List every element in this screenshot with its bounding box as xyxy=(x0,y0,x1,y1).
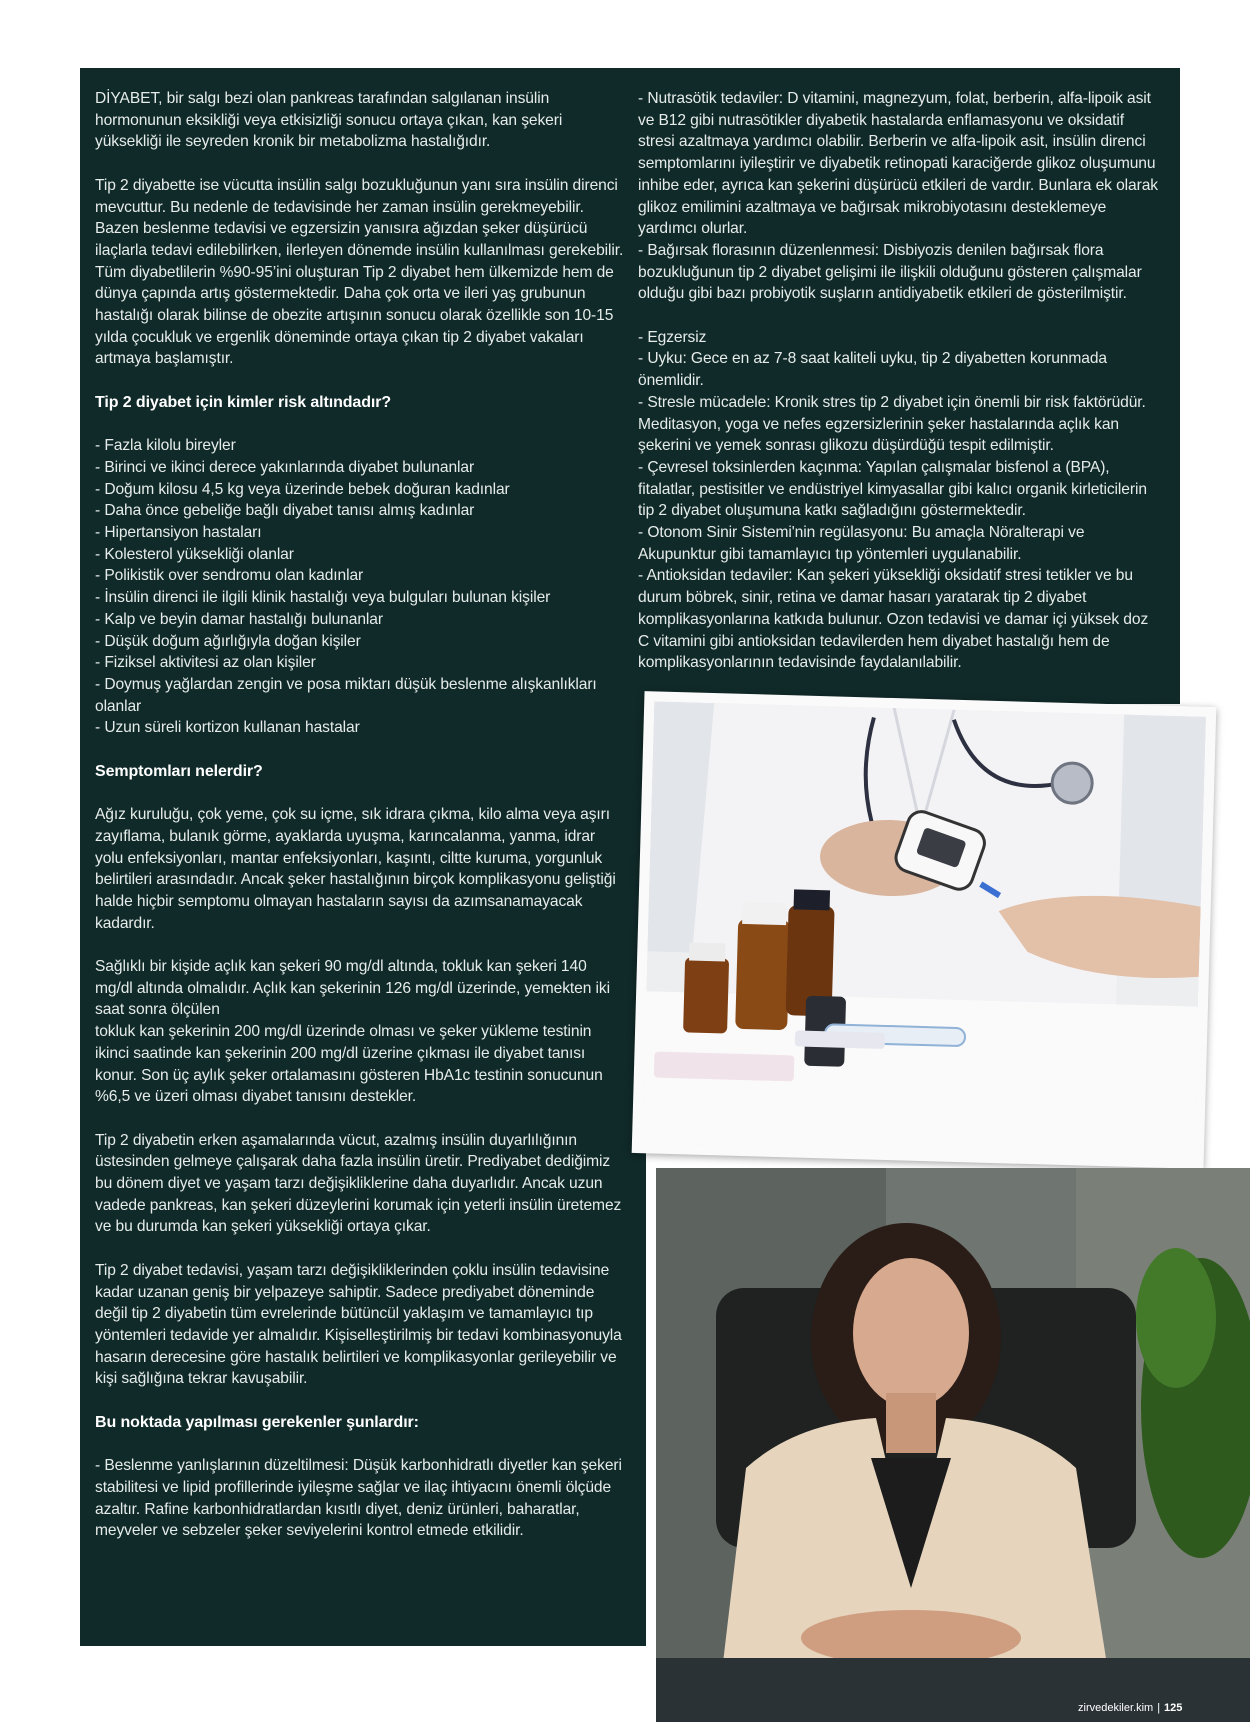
antioxidant-item: - Antioksidan tedaviler: Kan şekeri yüksekliği oksidatif stresi tetikler ve bu durum böbrek, sinir, retina ve damar hasarı yaratarak tip 2 diyabet komplikasyonlarına katkıda bulunur. Ozon tedavisi ve damar içi yüksek doz C vitamini gibi antioksidan tedavilerden hem diyabet hastalığı hem de komplikasyonlarının tedavisinde faydalanılabilir. xyxy=(638,567,1149,672)
list-item: - Kalp ve beyin damar hastalığı bulunanlar xyxy=(95,610,383,628)
right-column xyxy=(638,88,1162,674)
stress-item: - Stresle mücadele: Kronik stres tip 2 diyabet için önemli bir risk faktörüdür. Meditasyon, yoga ve nefes egzersizlerinin şeker hastalarında açlık kan şekerini ve yemek sonrası glikozu düşürdüğü tespit edilmiştir. xyxy=(638,393,1146,455)
list-item: - Kolesterol yüksekliği olanlar xyxy=(95,545,294,563)
flora-paragraph: - Bağırsak florasının düzenlenmesi: Disbiyozis denilen bağırsak flora bozukluğunun tip 2 diyabet gelişimi ile ilişkili olduğunu gösteren çalışmalar olduğu gibi bazı probiyotik suşların antidiyabetik etkileri de gösterilmiştir. xyxy=(638,241,1142,303)
footer-separator: | xyxy=(1157,1702,1161,1714)
exercise-item: - Egzersiz xyxy=(638,328,707,346)
left-column xyxy=(95,88,625,1542)
symptoms-paragraph: Ağız kuruluğu, çok yeme, çok su içme, sık idrara çıkma, kilo alma veya aşırı zayıflama, bulanık görme, ayaklarda uyuşma, karıncalanma, yanma, idrar yolu enfeksiyonları, mantar enfeksiyonları, kaşıntı, ciltte kuruma, yorgunluk belirtileri arasındadır. Ancak şeker hastalığının birçok komplikasyonu geliştiği halde hiçbir semptomu olmayan hastaların sayısı da azımsanamayacak kadardır. xyxy=(95,806,616,932)
type2-paragraph: Tip 2 diyabette ise vücutta insülin salgı bozukluğunun yanı sıra insülin direnci mevcuttur. Bu nedenle de tedavisinde her zaman insülin gerekmeyebilir. Bazen beslenme tedavisi ve egzersizin yanısıra ağızdan şeker düşürücü ilaçlarla tedavi edilebilirken, ilerleyen dönemde insülin kullanılması gerekebilir. Tüm diyabetlilerin %90-95’ini oluşturan Tip 2 diyabet hem ülkemizde hem de dünya çapında artış göstermektedir. Daha çok orta ve ileri yaş grubunun hastalığı olarak bilinse de obezite artışının sonucu olarak özellikle son 10-15 yılda çocukluk ve ergenlik döneminde ortaya çıkan tip 2 diyabet vakaları artmaya başlamıştır. xyxy=(95,176,624,368)
treatment-paragraph: Tip 2 diyabet tedavisi, yaşam tarzı değişikliklerinden çoklu insülin tedavisine kadar uzanan geniş bir yelpazeye sahiptir. Sadece prediyabet döneminde değil tip 2 diyabetin tüm evrelerinde bütüncül yaklaşım ve tamamlayıcı tıp yöntemleri tedavide yer almalıdır. Kişiselleştirilmiş bir tedavi kombinasyonuyla hasarın derecesine göre hastalık belirtileri ve komplikasyonlar gerileyebilir ve kişi sağlığına tekrar kavuşabilir. xyxy=(95,1261,622,1388)
intro-paragraph: DİYABET, bir salgı bezi olan pankreas tarafından salgılanan insülin hormonunun eksikliği veya etkisizliği sonucu ortaya çıkan, kan şekeri yüksekliği ile seyreden kronik bir metabolizma hastalığıdır. xyxy=(95,90,563,151)
doctor-portrait-illustration xyxy=(656,1168,1250,1722)
portrait-photo xyxy=(656,1168,1250,1722)
list-item: - Fazla kilolu bireyler xyxy=(95,437,236,455)
list-item: - İnsülin direnci ile ilgili klinik hastalığı veya bulguları bulunan kişiler xyxy=(95,589,551,607)
site-name: zirvedekiler.kim xyxy=(1078,1702,1154,1714)
list-item: - Düşük doğum ağırlığıyla doğan kişiler xyxy=(95,632,361,650)
sleep-item: - Uyku: Gece en az 7-8 saat kaliteli uyku, tip 2 diyabetten korunmada önemlidir. xyxy=(638,350,1107,390)
list-item: - Uzun süreli kortizon kullanan hastalar xyxy=(95,719,360,737)
glucose-paragraph: Sağlıklı bir kişide açlık kan şekeri 90 mg/dl altında, tokluk kan şekeri 140 mg/dl altında olmalıdır. Açlık kan şekerinin 126 mg/dl üzerinde, yemekten iki saat sonra ölçülen tokluk kan şekerinin 200 mg/dl üzerinde olması ve şeker yükleme testinin ikinci saatinde kan şekerinin 200 mg/dl üzerine çıkması ile diyabet tanısı konur. Son üç aylık şeker ortalamasını gösteren HbA1c testinin sonucunun %6,5 ve üzeri olması diyabet tanısını destekler. xyxy=(95,958,610,1106)
list-item: - Fiziksel aktivitesi az olan kişiler xyxy=(95,654,316,672)
list-item: - Hipertansiyon hastaları xyxy=(95,524,262,542)
symptoms-heading: Semptomları nelerdir? xyxy=(95,762,263,780)
nutraceutical-paragraph: - Nutrasötik tedaviler: D vitamini, magnezyum, folat, berberin, alfa-lipoik asit ve B12 gibi nutrasötikler diyabetik hastalarda enflamasyonu ve oksidatif stresi azaltmaya yardımcı olabilir. Berberin ve alfa-lipoik asit, insülin direnci semptomlarını iyileştirir ve diyabetik retinopati karaciğerde glikoz oluşumunu inhibe eder, ayrıca kan şekerini düşürücü etkileri de vardır. Bunlara ek olarak glikoz emilimini azaltmaya ve bağırsak mikrobiyotasını desteklemeye yardımcı olurlar. xyxy=(638,90,1158,238)
early-stage-paragraph: Tip 2 diyabetin erken aşamalarında vücut, azalmış insülin duyarlılığının üstesinden gelmeye çalışarak daha fazla insülin üretir. Prediyabet dediğimiz bu dönem diyet ve yaşam tarzı değişikliklerine daha duyarlıdır. Ancak uzun vadede pankreas, kan şekeri düzeylerini korumak için yeterli insülin üretemez ve bu durumda kan şekeri yüksekliği ortaya çıkar. xyxy=(95,1131,622,1236)
risk-heading: Tip 2 diyabet için kimler risk altındadır? xyxy=(95,393,392,411)
list-item: - Doğum kilosu 4,5 kg veya üzerinde bebek doğuran kadınlar xyxy=(95,480,510,498)
list-item: - Daha önce gebeliğe bağlı diyabet tanısı almış kadınlar xyxy=(95,502,475,520)
page-number: 125 xyxy=(1164,1702,1183,1714)
nutrition-paragraph: - Beslenme yanlışlarının düzeltilmesi: Düşük karbonhidratlı diyetler kan şekeri stabilitesi ve lipid profillerinde iyileşme sağlar ve ilaç ihtiyacını önemli ölçüde azaltır. Rafine karbonhidratlardan kısıtlı diyet, deniz ürünleri, baharatlar, meyveler ve sebzeler şeker seviyelerini kontrol etmede etkilidir. xyxy=(95,1457,622,1540)
todo-heading: Bu noktada yapılması gerekenler şunlardır: xyxy=(95,1413,419,1431)
page-footer xyxy=(1078,1700,1182,1716)
autonomic-item: - Otonom Sinir Sistemi'nin regülasyonu: Bu amaçla Nöralterapi ve Akupunktur gibi tamamlayıcı tıp yöntemleri uygulanabilir. xyxy=(638,524,1085,563)
list-item: - Birinci ve ikinci derece yakınlarında diyabet bulunanlar xyxy=(95,458,475,476)
risk-list xyxy=(95,435,625,739)
list-item: - Doymuş yağlardan zengin ve posa miktarı düşük beslenme alışkanlıkları olanlar xyxy=(95,675,597,715)
glucometer-photo xyxy=(632,691,1217,1169)
glucometer-scene-illustration xyxy=(642,701,1206,1158)
toxins-item: - Çevresel toksinlerden kaçınma: Yapılan çalışmalar bisfenol a (BPA), fitalatlar, pestisitler ve endüstriyel kimyasallar gibi kalıcı organik kirleticilerin tip 2 diyabet oluşumuna katkı sağladığını göstermektedir. xyxy=(638,458,1147,520)
list-item: - Polikistik over sendromu olan kadınlar xyxy=(95,567,364,585)
